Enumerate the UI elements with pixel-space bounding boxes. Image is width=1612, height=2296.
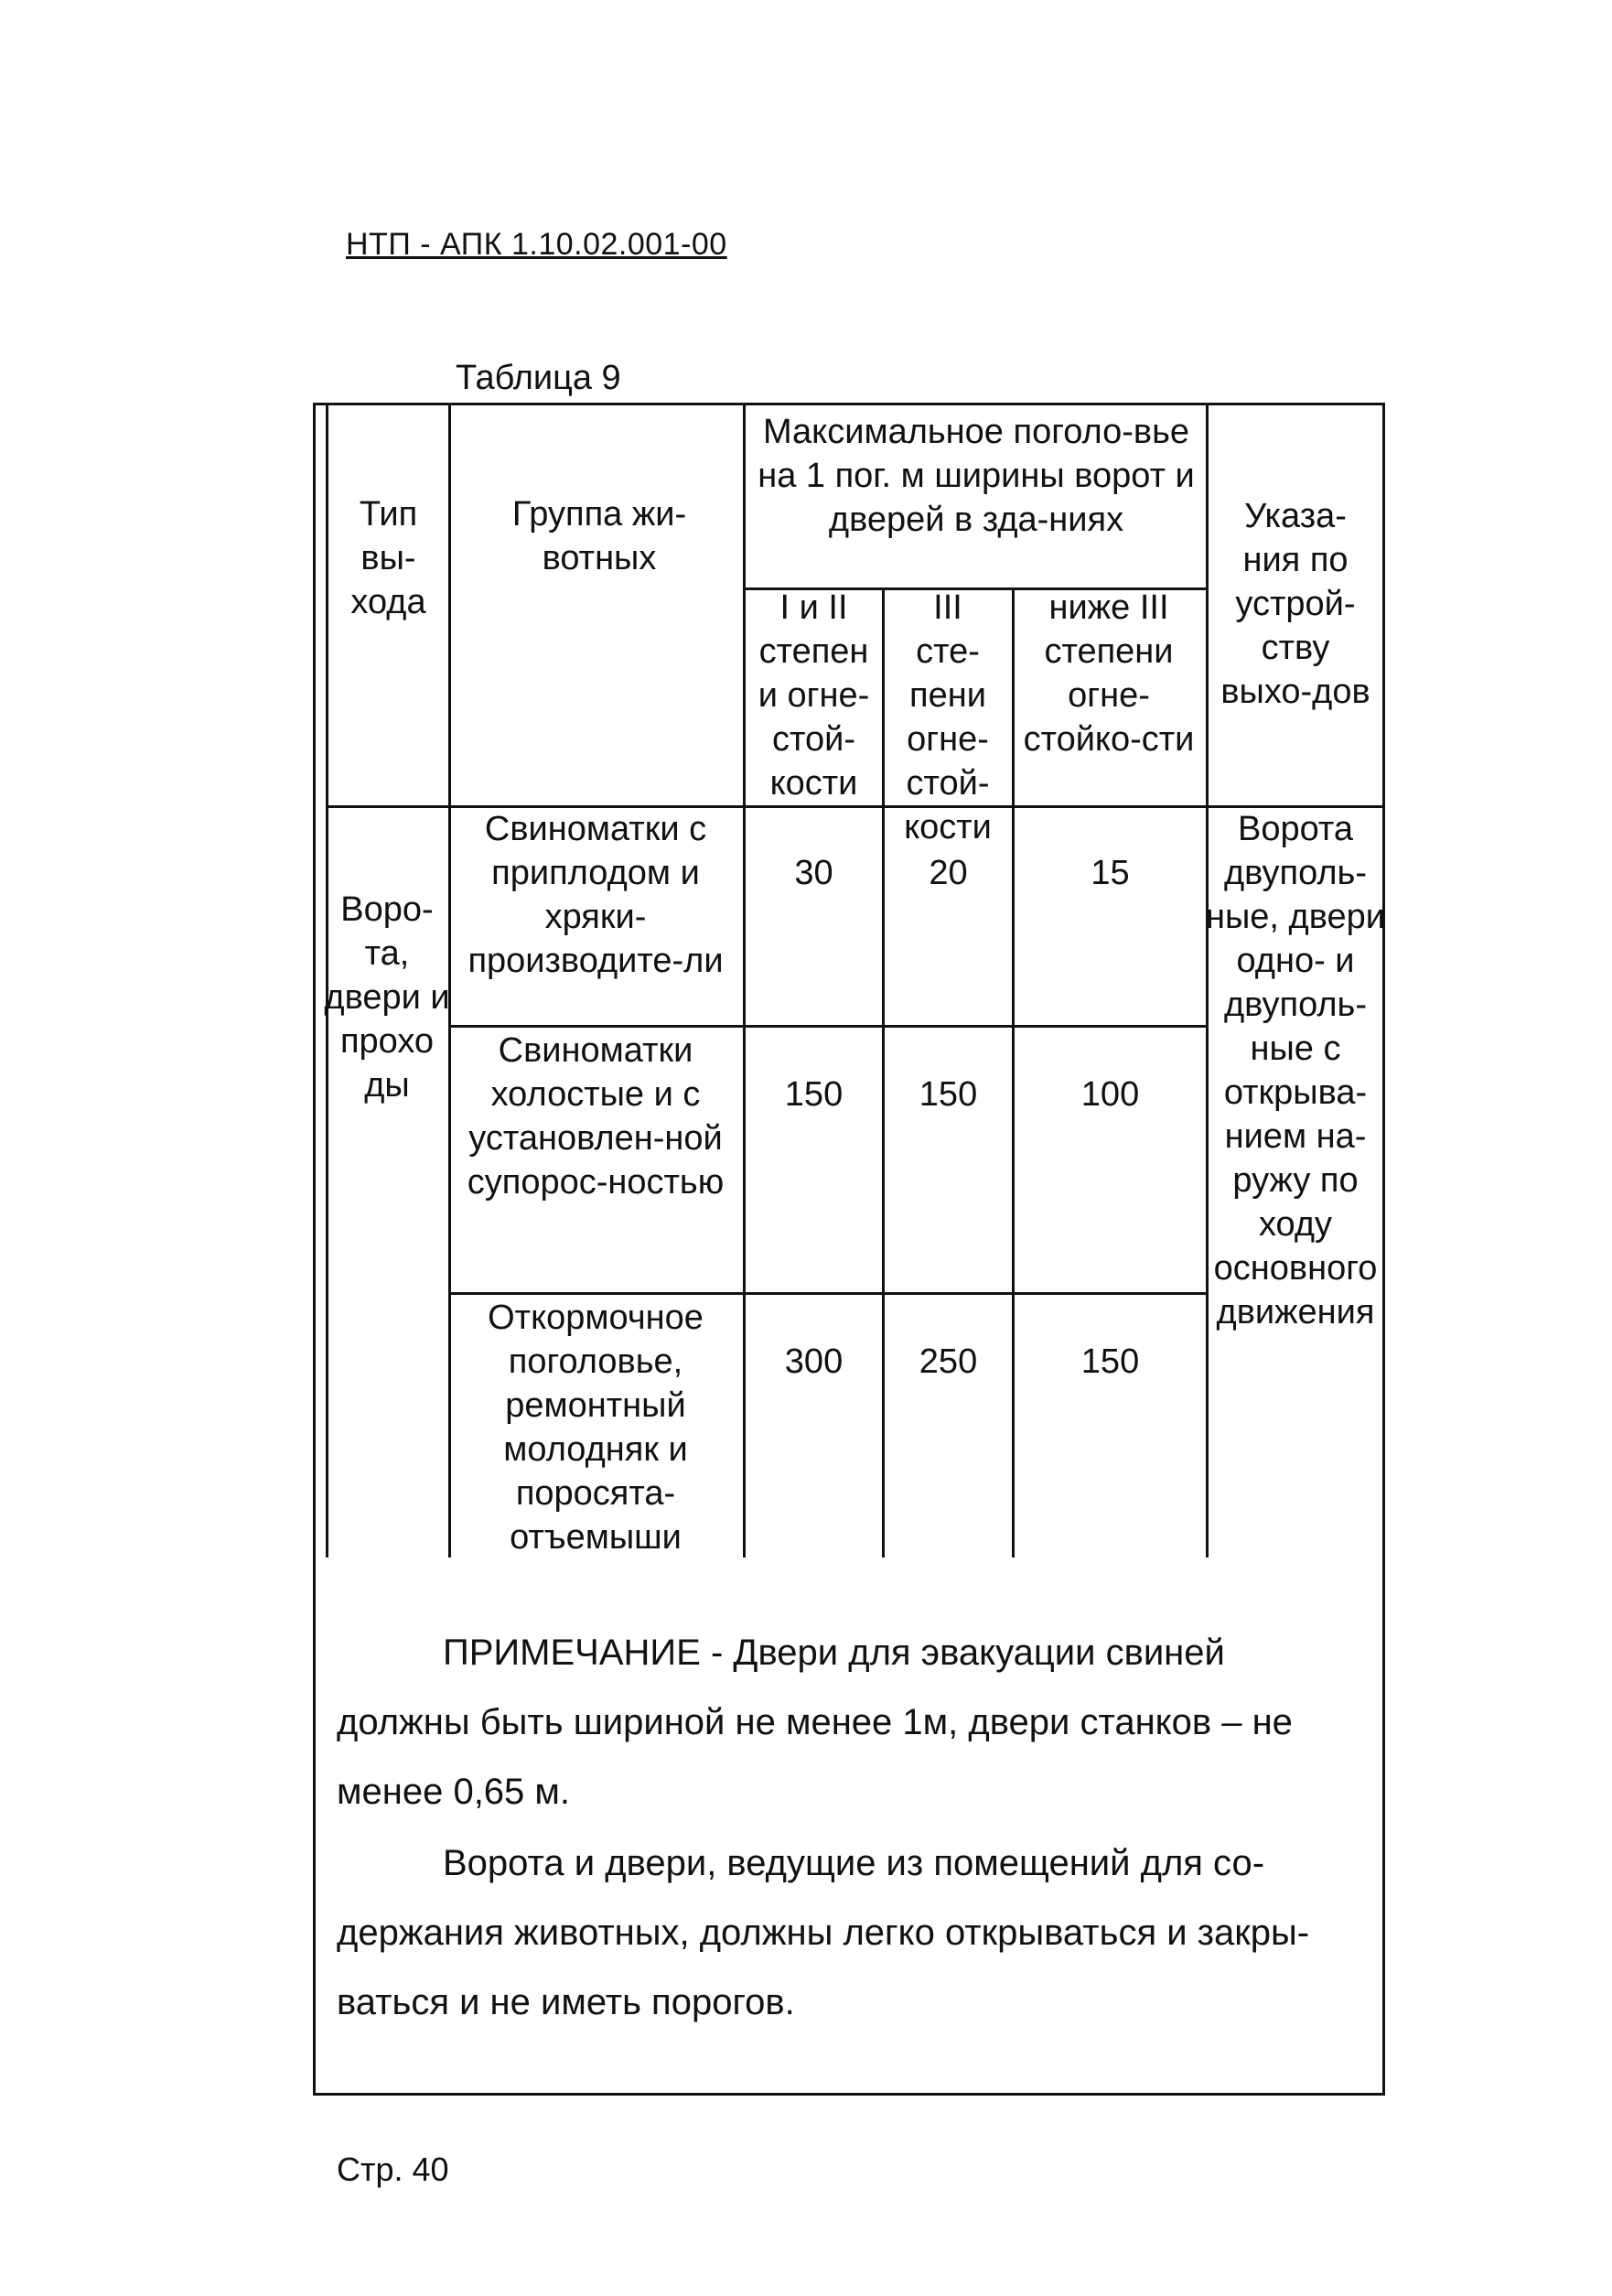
instructions-cell — [1206, 807, 1385, 1334]
row1-value-fire-1-2-text: 30 — [794, 854, 833, 892]
row2-animal-group-text: Свиноматки холостые и с установлен-ной супорос-ностью — [467, 1031, 725, 1202]
document-code: НТП - АПК 1.10.02.001-00 — [346, 227, 727, 262]
header-animal-group — [494, 492, 704, 580]
row1-animal-group — [467, 807, 725, 983]
header-animal-group-text: Группа жи-вотных — [511, 495, 687, 577]
row1-value-fire-3-text: 20 — [929, 854, 968, 892]
header-exit-type — [328, 492, 448, 624]
header-max-livestock-text: Максимальное поголо-вье на 1 пог. м ширины ворот и дверей в зда-ниях — [758, 413, 1195, 539]
header-instructions-text: Указа-ния по устрой-ству выхо-дов — [1220, 497, 1370, 711]
row3-value-fire-below-3 — [1015, 1340, 1206, 1384]
row2-value-fire-below-3 — [1015, 1073, 1206, 1116]
row1-value-fire-3 — [885, 851, 1012, 895]
table-top-border — [326, 403, 1385, 405]
header-exit-type-text: Тип вы-хода — [350, 495, 426, 621]
page-number: Стр. 40 — [337, 2150, 449, 2188]
row3-animal-group-text: Откормочное поголовье, ремонтный молодняк и поросята-отъемыши — [488, 1299, 704, 1557]
row2-animal-group — [467, 1029, 725, 1204]
header-fire-class-below-3-text: ниже III степени огне-стойко-сти — [1023, 588, 1195, 759]
row3-value-fire-below-3-text: 150 — [1080, 1342, 1140, 1381]
row1-value-fire-1-2 — [746, 851, 882, 895]
row-divider-2 — [448, 1292, 1209, 1295]
row3-value-fire-1-2-text: 300 — [784, 1342, 844, 1381]
table-caption: Таблица 9 — [456, 359, 621, 397]
header-fire-class-3 — [902, 586, 994, 849]
row1-value-fire-below-3 — [1015, 851, 1206, 895]
row3-animal-group — [467, 1296, 725, 1559]
row1-animal-group-text: Свиноматки с приплодом и хряки-производите-ли — [467, 810, 724, 980]
note-paragraph-1: ПРИМЕЧАНИЕ - Двери для эвакуации свиней должны быть шириной не менее 1м, двери станков – не менее 0,65 м. — [337, 1633, 1293, 1812]
row3-value-fire-3 — [885, 1340, 1012, 1384]
row-divider-1 — [448, 1025, 1209, 1028]
row2-value-fire-3 — [885, 1073, 1012, 1116]
note-paragraph-2: Ворота и двери, ведущие из помещений для со-держания животных, должны легко открываться и закры-ваться и не иметь порогов. — [337, 1843, 1310, 2022]
header-max-livestock — [756, 410, 1197, 542]
header-instructions — [1217, 494, 1374, 714]
header-fire-class-3-text: III сте-пени огне-стой-кости — [904, 588, 992, 846]
exit-type-text: Воро-та, двери и прохо ды — [324, 890, 450, 1105]
row2-value-fire-3-text: 150 — [919, 1075, 978, 1114]
row2-value-fire-1-2-text: 150 — [784, 1075, 844, 1114]
row2-value-fire-below-3-text: 100 — [1080, 1075, 1140, 1114]
header-fire-class-below-3 — [1017, 586, 1200, 761]
instructions-text: Ворота двуполь-ные, двери одно- и двуполь-ные с открыва-нием на-ружу по ходу основного движения — [1206, 810, 1385, 1331]
col-divider-2 — [743, 403, 746, 1558]
row1-value-fire-below-3-text: 15 — [1091, 854, 1130, 892]
header-fire-class-1-2 — [746, 586, 882, 805]
exit-type-cell — [324, 888, 450, 1107]
row3-value-fire-3-text: 250 — [919, 1342, 978, 1381]
row3-value-fire-1-2 — [746, 1340, 882, 1384]
header-fire-class-1-2-text: I и II степен и огне-стой-кости — [758, 588, 870, 803]
row2-value-fire-1-2 — [746, 1073, 882, 1116]
